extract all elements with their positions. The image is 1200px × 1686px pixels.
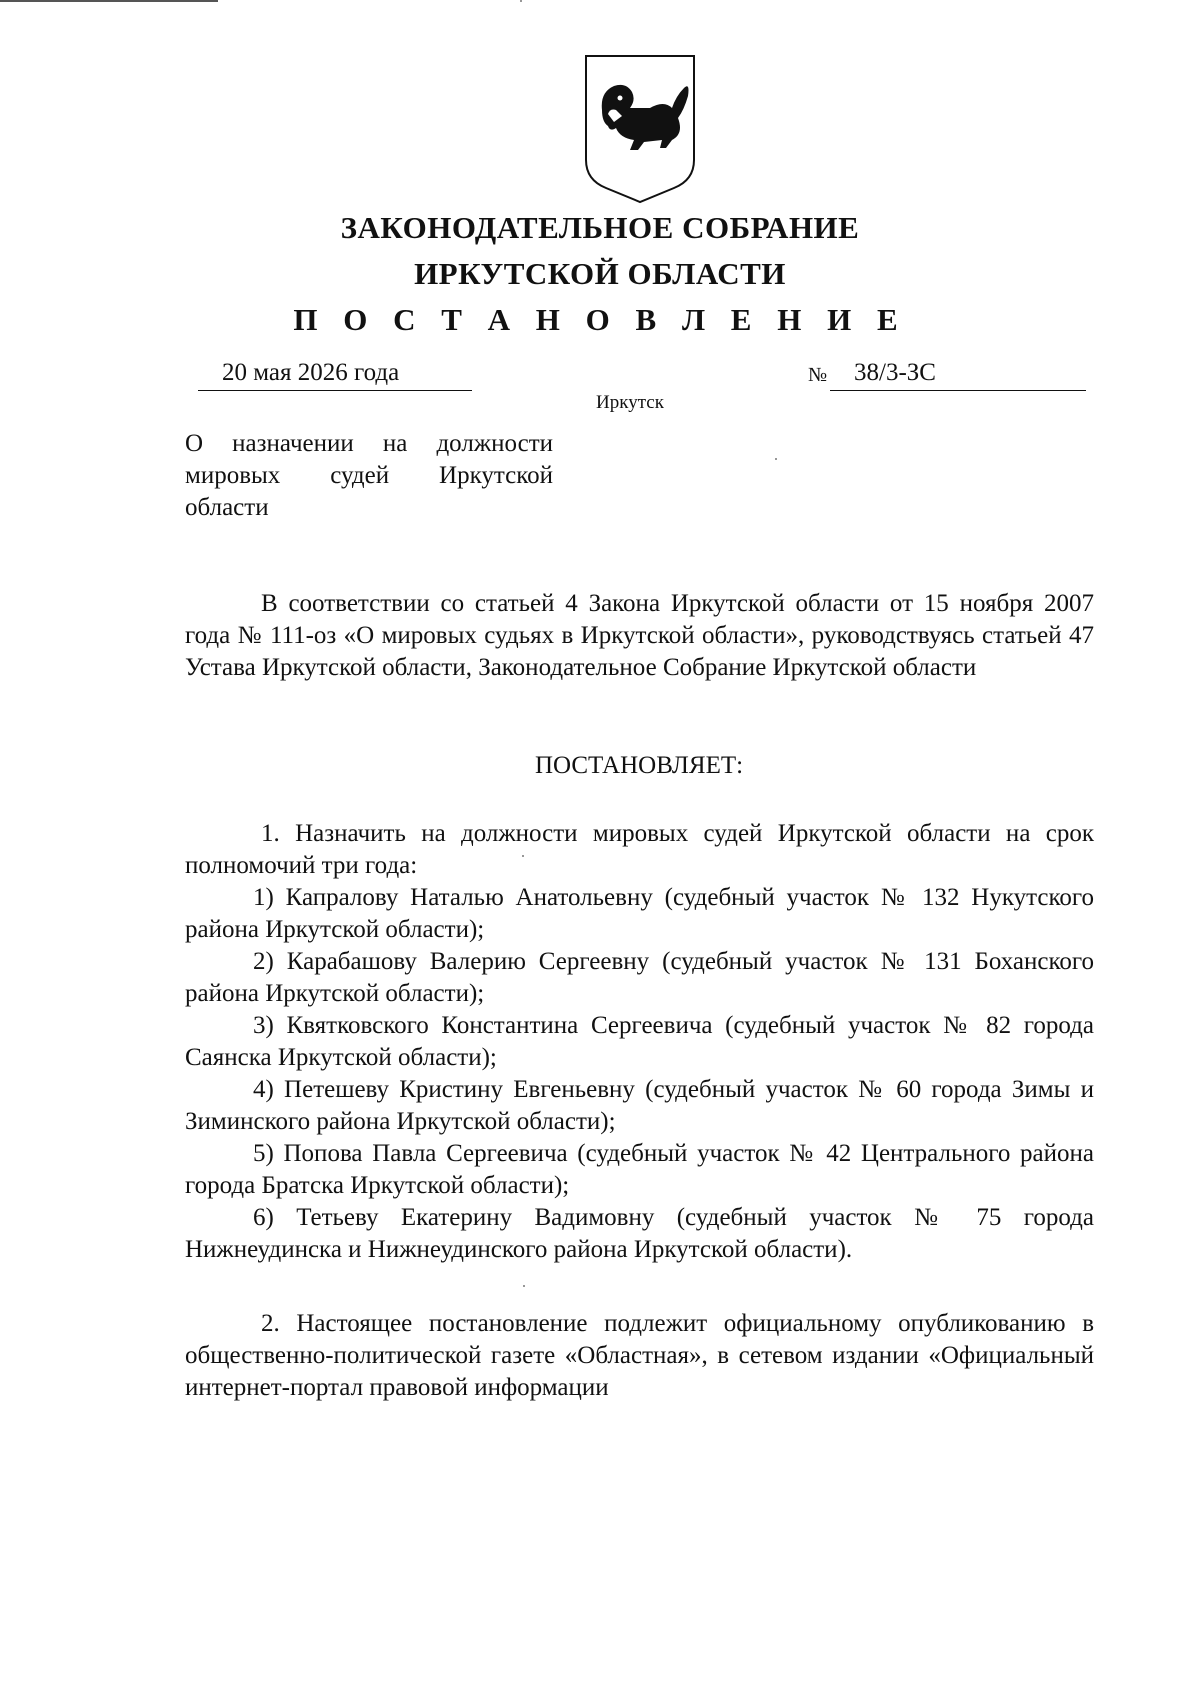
document-number: 38/3-ЗС: [830, 356, 1086, 391]
scan-speck: [775, 458, 777, 460]
list-item: 4) Петешеву Кристину Евгеньевну (судебный участок № 60 города Зимы и Зиминского района Иркутской области);: [185, 1076, 1094, 1135]
number-sign: №: [808, 364, 828, 386]
list-item: 3) Квятковского Константина Сергеевича (судебный участок № 82 города Саянска Иркутской области);: [185, 1012, 1094, 1071]
appointee-list: [185, 882, 1094, 1266]
organization-name: ЗАКОНОДАТЕЛЬНОЕ СОБРАНИЕ: [340, 210, 860, 245]
scan-speck: [523, 1285, 525, 1287]
scan-speck: [520, 0, 522, 2]
list-item: 6) Тетьеву Екатерину Вадимовну (судебный участок № 75 города Нижнеудинска и Нижнеудинского района Иркутской области).: [185, 1204, 1094, 1263]
intro-paragraph: В соответствии со статьей 4 Закона Иркутской области от 15 ноября 2007 года № 111-оз «О мировых судьях в Иркутской области», руководствуясь статьей 47 Устава Иркутской области, Законодательное Собрание Иркутской области: [185, 590, 1094, 681]
region-name: ИРКУТСКОЙ ОБЛАСТИ: [414, 256, 786, 291]
list-item: 1) Капралову Наталью Анатольевну (судебный участок № 132 Нукутского района Иркутской области);: [185, 884, 1094, 943]
point-2: 2. Настоящее постановление подлежит официальному опубликованию в общественно-политической газете «Областная», в сетевом издании «Официальный интернет-портал правовой информации: [185, 1310, 1094, 1401]
point-1: 1. Назначить на должности мировых судей Иркутской области на срок полномочий три года:: [185, 820, 1094, 879]
list-item: 5) Попова Павла Сергеевича (судебный участок № 42 Центрального района города Братска Иркутской области);: [185, 1140, 1094, 1199]
document-type: П О С Т А Н О В Л Е Н И Е: [293, 302, 907, 337]
irkutsk-coat-of-arms-icon: [580, 52, 700, 204]
document-city: Иркутск: [596, 392, 664, 413]
document-date: 20 мая 2026 года: [198, 356, 472, 391]
list-item: 2) Карабашову Валерию Сергеевну (судебный участок № 131 Боханского района Иркутской области);: [185, 948, 1094, 1007]
scan-speck: [522, 855, 524, 857]
decree-word: ПОСТАНОВЛЯЕТ:: [534, 752, 744, 779]
document-subject: О назначении на должности мировых судей Иркутской области: [185, 430, 553, 521]
scan-edge-line: [0, 0, 218, 2]
